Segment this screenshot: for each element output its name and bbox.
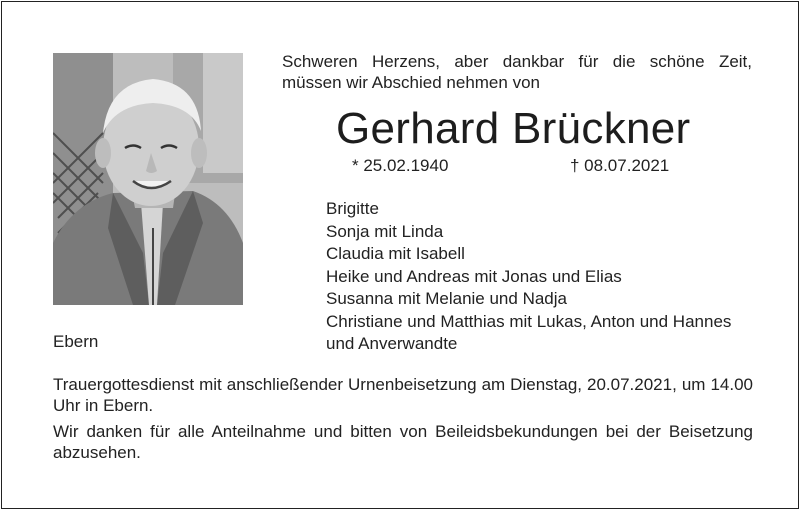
family-member: Christiane und Matthias mit Lukas, Anton und Hannes <box>326 311 732 331</box>
place-name: Ebern <box>53 332 99 351</box>
service-info: Trauergottesdienst mit anschließender Urnenbeisetzung am Dienstag, 20.07.2021, um 14.00 Uhr in Ebern. <box>53 375 753 415</box>
family-member: Brigitte <box>326 199 379 218</box>
family-member: und Anverwandte <box>326 334 458 353</box>
deceased-name: Gerhard Brückner <box>336 104 691 153</box>
thanks-note: Wir danken für alle Anteilnahme und bitten von Beileidsbekundungen bei der Beisetzung abzusehen. <box>53 422 753 462</box>
portrait-photo <box>53 53 243 305</box>
family-list <box>326 198 731 356</box>
intro-line-2: müssen wir Abschied nehmen von <box>282 73 540 92</box>
family-member: Sonja mit Linda <box>326 221 444 241</box>
family-member: Claudia mit Isabell <box>326 244 465 263</box>
family-member: Susanna mit Melanie und Nadja <box>326 289 567 308</box>
intro-text <box>282 51 752 93</box>
intro-line-1: Schweren Herzens, aber dankbar für die schöne Zeit, <box>282 52 752 71</box>
obituary-notice <box>1 1 799 509</box>
death-date: † 08.07.2021 <box>570 156 670 175</box>
family-member: Heike und Andreas mit Jonas und Elias <box>326 266 622 286</box>
birth-date: * 25.02.1940 <box>352 156 449 175</box>
